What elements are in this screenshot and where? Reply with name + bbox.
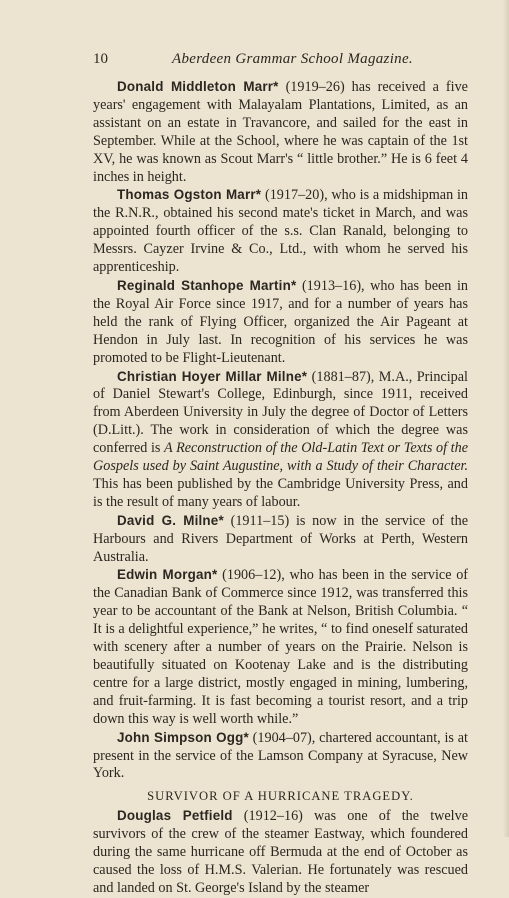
person-name: Christian Hoyer Millar Milne* bbox=[117, 368, 308, 384]
entry-text: (1917–20), who is a midshipman in the R.N.R., obtained his second mate's ticket in March, and was appointed fourth officer of the s.s. Clan Ranald, belonging to Messrs. Cayzer Irvine & Co., Ltd., with whom he served his apprenticeship. bbox=[93, 187, 468, 276]
entry-paragraph bbox=[93, 807, 468, 898]
person-name: David G. Milne* bbox=[117, 512, 224, 528]
entry-paragraph bbox=[93, 368, 468, 512]
entry-text: (1913–16), who has been in the Royal Air Force since 1917, and for a number of years has held the rank of Flying Officer, organized the Air Pageant at Hendon in July last. In recognition of his services he was promoted to be Flight-Lieutenant. bbox=[93, 277, 468, 366]
person-name: Thomas Ogston Marr* bbox=[117, 187, 262, 203]
entry-text: (1904–07), chartered accountant, is at present in the service of the Lamson Company at Syracuse, New York. bbox=[93, 729, 468, 782]
entry-text: (1906–12), who has been in the service of the Canadian Bank of Commerce since 1912, was transferred this year to be accountant of the Bank at Nelson, British Columbia. “ It is a delightful experience,” he writes, “ to find oneself saturated with scenery after a number of years on the Prairie. Nelson is beautifully situated on Kootenay Lake and is the distributing centre for a large district, mostly engaged in mining, lumbering, and fruit-farming. It is fast becoming a tourist resort, and a trip down this way is well worth while.” bbox=[93, 567, 469, 727]
entry-text: (1881–87), M.A., Principal of Daniel Stewart's College, Edinburgh, since 1911, received from Aberdeen University in July the degree of Doctor of Letters (D.Litt.). The work in consideration of which the degree was conferred is bbox=[93, 368, 468, 457]
person-name: John Simpson Ogg* bbox=[117, 729, 249, 745]
paper-edge bbox=[503, 0, 509, 837]
entry-text: This has been published by the Cambridge University Press, and is the result of many years of labour. bbox=[93, 475, 468, 510]
page-header bbox=[93, 51, 469, 71]
entry-paragraph bbox=[93, 186, 468, 277]
person-name: Donald Middleton Marr* bbox=[117, 79, 279, 94]
body-text bbox=[93, 78, 468, 898]
entry-paragraph bbox=[93, 512, 468, 567]
person-name: Douglas Petfield bbox=[117, 808, 233, 824]
running-title: Aberdeen Grammar School Magazine. bbox=[172, 51, 413, 67]
entry-paragraph bbox=[93, 566, 468, 728]
entry-paragraph bbox=[93, 277, 468, 368]
entry-paragraph bbox=[93, 729, 468, 784]
person-name: Edwin Morgan* bbox=[117, 567, 218, 583]
book-title: A Reconstruction of the Old-Latin Text or Texts of the Gospels used by Saint Augustine, with a Study of their Character. bbox=[93, 440, 468, 475]
entry-text: (1911–15) is now in the service of the Harbours and Rivers Department of Works at Perth, Western Australia. bbox=[93, 512, 468, 565]
page-number: 10 bbox=[93, 51, 108, 67]
section-heading: SURVIVOR OF A HURRICANE TRAGEDY. bbox=[147, 789, 414, 804]
person-name: Reginald Stanhope Martin* bbox=[117, 277, 297, 293]
entry-text: (1912–16) was one of the twelve survivors of the crew of the steamer Eastway, which foundered during the same hurricane off Bermuda at the end of October as caused the loss of H.M.S. Valerian. He fortunately was rescued and landed on St. George's Island by the steamer bbox=[93, 808, 469, 896]
entry-text: (1919–26) has received a five years' engagement with Malayalam Plantations, Limited, as an assistant on an estate in Travancore, and sailed for the east in September. While at the School, where he was captain of the 1st XV, he was known as Scout Marr's “ little brother.” He is 6 feet 4 inches in height. bbox=[93, 79, 468, 185]
entry-paragraph bbox=[93, 78, 468, 186]
